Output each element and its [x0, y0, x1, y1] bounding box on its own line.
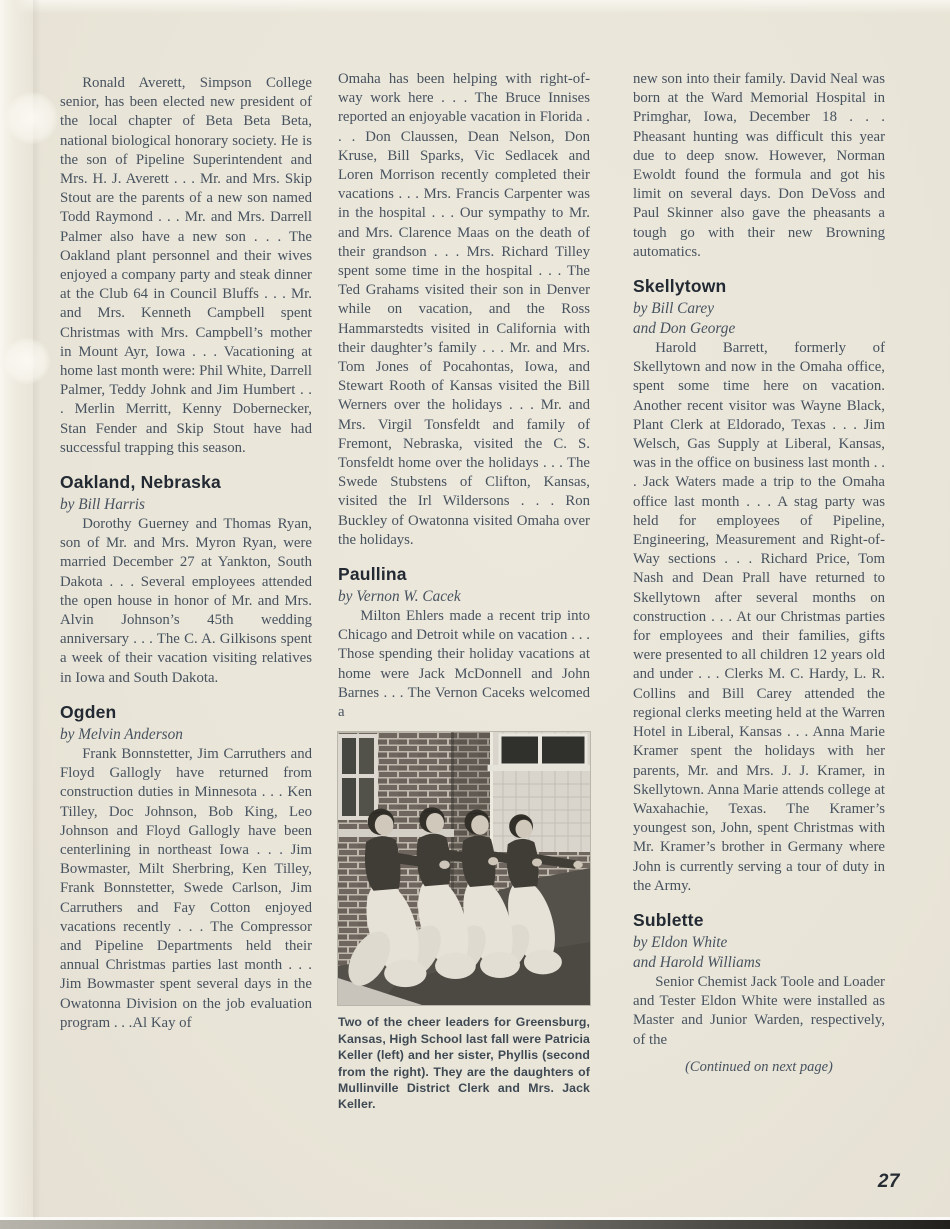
byline: and Don George: [633, 320, 736, 338]
byline: by Eldon White: [633, 933, 728, 951]
page-gutter: [0, 0, 36, 1229]
page-top-edge: [0, 0, 950, 14]
continued: (Continued on next page): [685, 1058, 833, 1075]
heading: Skellytown: [633, 276, 727, 297]
paragraph-continued: Omaha has been helping with right-of-way work here . . . The Bruce Innises reported an enjoyable vacation in Florida . . . Don Claussen, Dean Nelson, Don Kruse, Bill Sparks, Vic Sedlacek and Loren Morrison recently completed their vacations . . . Mrs. Francis Carpenter was in the hospital . . . Our sympathy to Mr. and Mrs. Clarence Maas on the death of their grandson . . . Mrs. Richard Tilley spent some time in the hospital . . . The Ted Grahams visited their son in Denver while on vacation, and the Ross Hammarstedts visited in California with their daughter’s family . . . Mr. and Mrs. Tom Jones of Pocahontas, Iowa, and Stewart Rooth of Kansas visited the Bill Werners over the holidays . . . Mr. and Mrs. Virgil Tonsfeldt and family of Fremont, Nebraska, visited the C. S. Tonsfeldt home over the holidays . . . The Swede Stubstens of Clifton, Kansas, visited the Irl Wildersons . . . Ron Buckley of Owatonna visited Omaha over the holidays.: [338, 71, 590, 548]
paragraph: Dorothy Guerney and Thomas Ryan, son of Mr. and Mrs. Myron Ryan, were married December 27 at Yankton, South Dakota . . . Several employees attended the open house in honor of Mr. and Mrs. Alvin Johnson’s 45th wedding anniversary . . . The C. A. Gilkisons spent a week of their vacation visiting relatives in Iowa and South Dakota.: [60, 516, 312, 686]
heading: Paullina: [338, 564, 407, 585]
paragraph: Milton Ehlers made a recent trip into Chicago and Detroit while on vacation . . . Those spending their holiday vacations at home were Jack McDonnell and John Barnes . . . The Vernon Caceks welcomed a: [338, 608, 590, 721]
page-number: 27: [877, 1171, 900, 1192]
column-middle: [338, 70, 590, 1113]
column-middle-text: [338, 70, 590, 722]
cheerleaders-photo-image: [338, 732, 590, 1005]
byline: by Bill Harris: [60, 496, 145, 514]
punch-hole: [4, 338, 50, 384]
scan-bottom-edge: [0, 1220, 950, 1229]
cheerleaders-photo: [338, 732, 590, 1112]
paragraph-continued: new son into their family. David Neal was born at the Ward Memorial Hospital in Primghar, Iowa, December 18 . . . Pheasant hunting was difficult this year due to deep snow. However, Norman Ewoldt found the formula and got his limit on several days. Don DeVoss and Paul Skinner also gave the pheasants a tough go with their new Browning automatics.: [633, 71, 885, 260]
byline: and Harold Williams: [633, 953, 761, 971]
column-left: [60, 74, 312, 1033]
column-right: [633, 70, 885, 1077]
punch-hole: [6, 92, 58, 144]
paragraph: Frank Bonnstetter, Jim Carruthers and Floyd Gallogly have returned from construction duties in Minnesota . . . Ken Tilley, Doc Johnson, Bob King, Leo Johnson and Floyd Gallogly have been centerlining in northeast Iowa . . . Jim Bowmaster, Milt Sherbring, Ken Tilley, Frank Bonnstetter, Swede Carlson, Jim Carruthers and Fay Cotton enjoyed vacations recently . . . The Compressor and Pipeline Departments held their annual Christmas parties last month . . . Jim Bowmaster spent several days in the Owatonna Division on the job evaluation program . . .Al Kay of: [60, 745, 312, 1031]
paragraph: Harold Barrett, formerly of Skellytown and now in the Omaha office, spent some time here on vacation. Another recent visitor was Wayne Black, Plant Clerk at Eldorado, Texas . . . Jim Welsch, Gas Supply at Liberal, Kansas, was in the office on business last month . . . Jack Waters made a trip to the Omaha office last month . . . A stag party was held for employees of Pipeline, Engineering, Measurement and Right-of-Way sections . . . Richard Price, Tom Nash and Dean Prall have returned to Skellytown after several months on construction . . . At our Christmas parties for employees and their families, gifts were presented to all children 12 years old and under . . . Clerks M. C. Hardy, L. R. Collins and Bill Carey attended the regional clerks meeting held at the Warren Hotel in Liberal, Kansas . . . Anna Marie Kramer spent the holidays with her parents, Mr. and Mrs. J. J. Kramer, in Skellytown. Anna Marie attends college at Waxahachie, Texas. The Kramer’s youngest son, John, spent Christmas with Mr. Kramer’s brother in Germany where John is currently serving a tour of duty in the Army.: [633, 340, 885, 894]
heading: Sublette: [633, 909, 704, 930]
byline: by Bill Carey: [633, 300, 714, 318]
byline: by Melvin Anderson: [60, 725, 183, 743]
photo-caption: Two of the cheer leaders for Greensburg, Kansas, High School last fall were Patricia Keller (left) and her sister, Phyllis (second from the right). They are the daughters of Mullinville District Clerk and Mrs. Jack Keller.: [338, 1015, 590, 1112]
byline: by Vernon W. Cacek: [338, 588, 461, 606]
heading: Oakland, Nebraska: [60, 472, 221, 493]
paragraph: Ronald Averett, Simpson College senior, has been elected new president of the local chapter of Beta Beta Beta, national biological honorary society. He is the son of Pipeline Superintendent and Mrs. H. J. Averett . . . Mr. and Mrs. Skip Stout are the parents of a new son named Todd Raymond . . . Mr. and Mrs. Darrell Palmer also have a new son . . . The Oakland plant personnel and their wives enjoyed a company party and steak dinner at the Club 64 in Council Bluffs . . . Mr. and Mrs. Kenneth Campbell spent Christmas with Mrs. Campbell’s mother in Mount Ayr, Iowa . . . Vacationing at home last month were: Phil White, Darrell Palmer, Teddy Johnk and Jim Humbert . . . Merlin Merritt, Kenny Dobernecker, Stan Fender and Skip Stout have had successful trapping this season.: [60, 75, 312, 456]
paragraph: Senior Chemist Jack Toole and Loader and Tester Eldon White were installed as Master and Junior Warden, respectively, of the: [633, 973, 885, 1048]
heading: Ogden: [60, 701, 117, 722]
binding-crease: [33, 0, 41, 1229]
